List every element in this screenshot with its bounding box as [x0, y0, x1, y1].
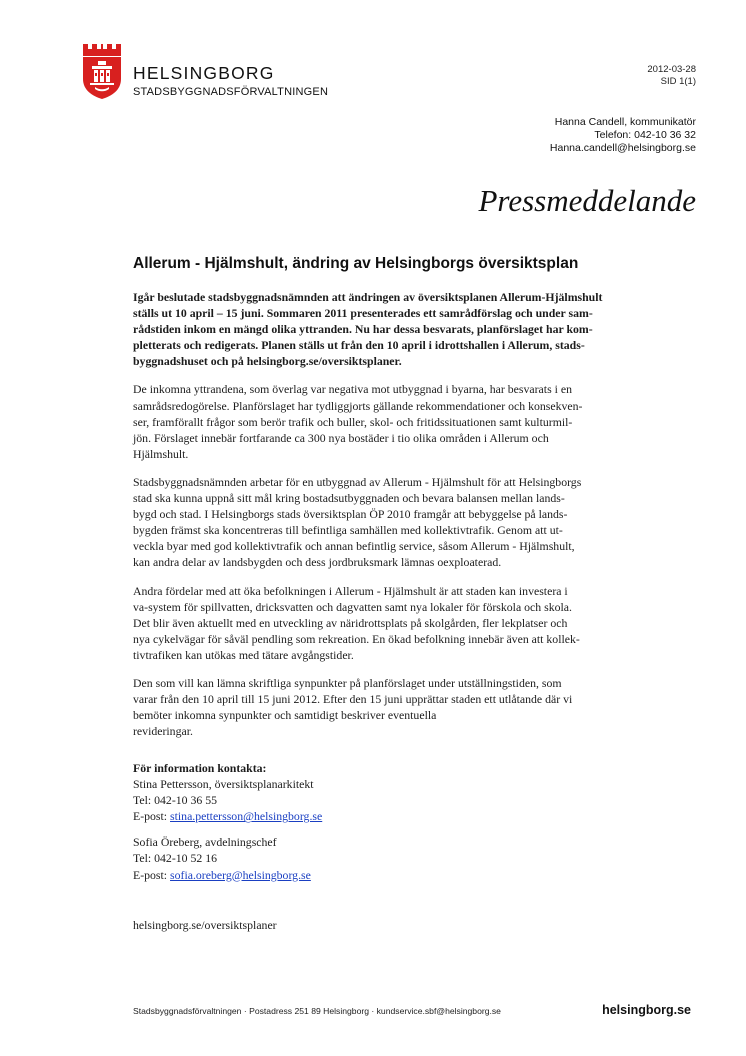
- paragraph: Stadsbyggnadsnämnden arbetar för en utbyggnad av Allerum - Hjälmshult för att Helsingborgs stad ska kunna uppnå sitt mål kring bostadsutbyggnaden och bevara balansen mellan lands- bygd och stad. I Helsingborgs stads översiktsplan ÖP 2010 framgår att bebyggelse på lands- bygden främst ska koncentreras till befintliga samhällen med kollektivtrafik. Genom att ut- veckla byar med god kollektivtrafik och annan befintlig service, såsom Allerum - Hjälmshult, kan andra delar av landsbygden och dess jordbruksmark lämnas oexploaterad.: [133, 474, 582, 570]
- headline: Allerum - Hjälmshult, ändring av Helsingborgs översiktsplan: [133, 255, 579, 272]
- lead-paragraph: Igår beslutade stadsbyggnadsnämnden att ändringen av översiktsplanen Allerum-Hjälmshult ställs ut 10 april – 15 juni. Sommaren 2011 presenterades ett samrådförslag och under sam- rådstiden inkom en mängd olika yttranden. Nu har dessa besvarats, planförslaget har kom- pletterats och redigerats. Planen ställs ut från den 10 april i idrottshallen i Allerum, stads- byggnadshuset och på helsingborg.se/oversiktsplaner.: [133, 290, 603, 369]
- contact-phone: Tel: 042-10 36 55: [133, 793, 218, 808]
- footer-address: Stadsbyggnadsförvaltningen · Postadress 251 89 Helsingborg · kundservice.sbf@helsingborg.se: [133, 1006, 501, 1016]
- email-label: E-post:: [133, 809, 171, 824]
- press-contact: [550, 116, 696, 155]
- contact-entry: [133, 834, 322, 882]
- contact-name: Sofia Öreberg, avdelningschef: [133, 835, 277, 850]
- email-label: E-post:: [133, 867, 171, 882]
- email-link[interactable]: sofia.oreberg@helsingborg.se: [170, 867, 311, 882]
- contact-entry: [133, 776, 322, 824]
- page-number: SID 1(1): [660, 76, 696, 87]
- press-contact-name: Hanna Candell, kommunikatör: [554, 116, 696, 128]
- press-contact-phone: Telefon: 042-10 36 32: [594, 129, 696, 141]
- paragraph: De inkomna yttrandena, som överlag var negativa mot utbyggnad i byarna, har besvarats i en samrådsredogörelse. Planförslaget har tydliggjorts gällande rekommendationer och konsekven- ser, framförallt frågor som berör trafik och buller, skol- och fritidssituationen samt kulturmil- jön. Förslaget innebär fortfarande ca 300 nya bostäder i tio olika områden i Allerum och Hjälmshult.: [133, 382, 583, 461]
- press-contact-email: Hanna.candell@helsingborg.se: [549, 142, 696, 154]
- contact-name: Stina Pettersson, översiktsplanarkitekt: [133, 777, 314, 792]
- paragraph: Den som vill kan lämna skriftliga synpunkter på planförslaget under utställningstiden, som varar från den 10 april till 15 juni 2012. Efter den 15 juni upprättar staden ett utlåtande där vi bemöter inkomna synpunkter och samtidigt beskriver eventuella revideringar.: [133, 675, 573, 739]
- document-meta: [647, 64, 696, 88]
- document-date: 2012-03-28: [647, 64, 696, 75]
- helsingborg-crest-icon: [82, 42, 122, 100]
- article-body: [133, 289, 623, 751]
- footer-website: helsingborg.se: [602, 1003, 691, 1017]
- paragraph: Andra fördelar med att öka befolkningen i Allerum - Hjälmshult är att staden kan investera i va-system för spillvatten, dricksvatten och dagvatten samt nya lokaler för förskola och skola. Det blir även aktuellt med en utveckling av näridrottsplats på skolgården, fler lekplatser och nya cykelvägar för såväl pendling som rekreation. En ökad befolkning innebär även att kollek- tivtrafiken kan utökas med tätare avgångstider.: [133, 583, 580, 662]
- org-department: STADSBYGGNADSFÖRVALTNINGEN: [133, 86, 329, 98]
- website-link: helsingborg.se/oversiktsplaner: [133, 918, 277, 932]
- email-link[interactable]: stina.pettersson@helsingborg.se: [170, 809, 323, 824]
- contact-phone: Tel: 042-10 52 16: [133, 851, 218, 866]
- contact-heading: För information kontakta:: [133, 761, 267, 775]
- contact-list: [133, 760, 322, 883]
- org-name: HELSINGBORG: [133, 63, 275, 83]
- press-release-title: Pressmeddelande: [478, 183, 696, 218]
